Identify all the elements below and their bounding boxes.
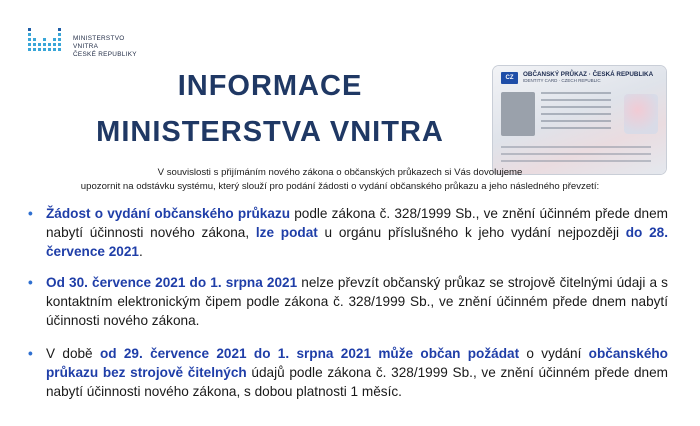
notice-item-3-body-2: o vydání xyxy=(519,346,589,361)
intro-line-2: upozornit na odstávku systému, který slouží pro podání žádosti o vydání občanského průkazu a jeho následného převzetí: xyxy=(80,181,600,192)
notice-item-2-highlight: Od 30. července 2021 do 1. srpna 2021 xyxy=(46,275,298,290)
id-card-fields xyxy=(541,92,611,134)
intro-paragraph xyxy=(60,166,620,194)
bullet-icon: • xyxy=(28,346,33,361)
notice-item-1-deadline: do 28. července 2021 xyxy=(46,225,669,259)
notice-item-3 xyxy=(28,344,668,401)
id-card-photo xyxy=(501,92,535,136)
notice-item-2 xyxy=(28,273,668,330)
ministry-logo xyxy=(27,27,147,63)
notice-item-2-text xyxy=(46,273,668,330)
notice-item-3-body: V době xyxy=(46,346,100,361)
logo-line-2: ČESKÉ REPUBLIKY xyxy=(73,51,137,58)
id-card-footer xyxy=(501,146,651,167)
logo-text xyxy=(73,35,147,59)
logo-line-1: MINISTERSTVO VNITRA xyxy=(73,35,125,50)
notice-item-1-text xyxy=(46,204,668,261)
notice-item-1-highlight: Žádost o vydání občanského průkazu xyxy=(46,206,291,221)
page-title-line-2: MINISTERSTVA VNITRA xyxy=(96,116,444,148)
id-card-subtitle: IDENTITY CARD · CZECH REPUBLIC xyxy=(523,78,601,83)
hologram-icon xyxy=(624,94,658,134)
id-card-image xyxy=(493,66,666,174)
eu-flag-icon: CZ xyxy=(501,72,518,84)
notice-item-3-text xyxy=(46,344,668,401)
ministry-logo-icon xyxy=(27,27,67,53)
notice-item-1-highlight-2: lze podat xyxy=(255,225,318,240)
page-title-line-1: INFORMACE xyxy=(177,70,363,102)
bullet-icon: • xyxy=(28,206,33,221)
notice-item-2-body: nelze převzít občanský průkaz se strojově čitelnými údaji a s kontaktním elektronickým čipem podle zákona č. 328/1999 Sb., ve znění účinném přede dnem nabytí účinnosti nového zákona. xyxy=(46,275,668,328)
bullet-icon: • xyxy=(28,275,33,290)
notice-item-1-end: . xyxy=(138,244,143,259)
notice-item-1 xyxy=(28,204,668,261)
notice-item-3-highlight: od 29. července 2021 do 1. srpna 2021 může občan požádat xyxy=(99,346,520,361)
id-card-title: OBČANSKÝ PRŮKAZ · ČESKÁ REPUBLIKA xyxy=(523,71,654,78)
intro-line-1: V souvislosti s přijímáním nového zákona o občanských průkazech si Vás dovolujeme xyxy=(157,167,523,178)
notice-item-3-body-3: údajů podle zákona č. 328/1999 Sb., ve znění účinném přede dnem nabytí účinnosti nového zákona, s dobou platnosti 1 měsíc. xyxy=(46,365,668,399)
notice-item-1-body-2: u orgánu příslušného k jeho vydání nejpozději xyxy=(317,225,626,240)
id-card-header xyxy=(493,66,666,82)
notice-item-1-body: podle zákona č. 328/1999 Sb., ve znění účinném přede dnem nabytí účinnosti nového zákona, xyxy=(46,206,668,240)
notice-item-3-highlight-2: občanského průkazu bez strojově čitelných xyxy=(46,346,668,380)
